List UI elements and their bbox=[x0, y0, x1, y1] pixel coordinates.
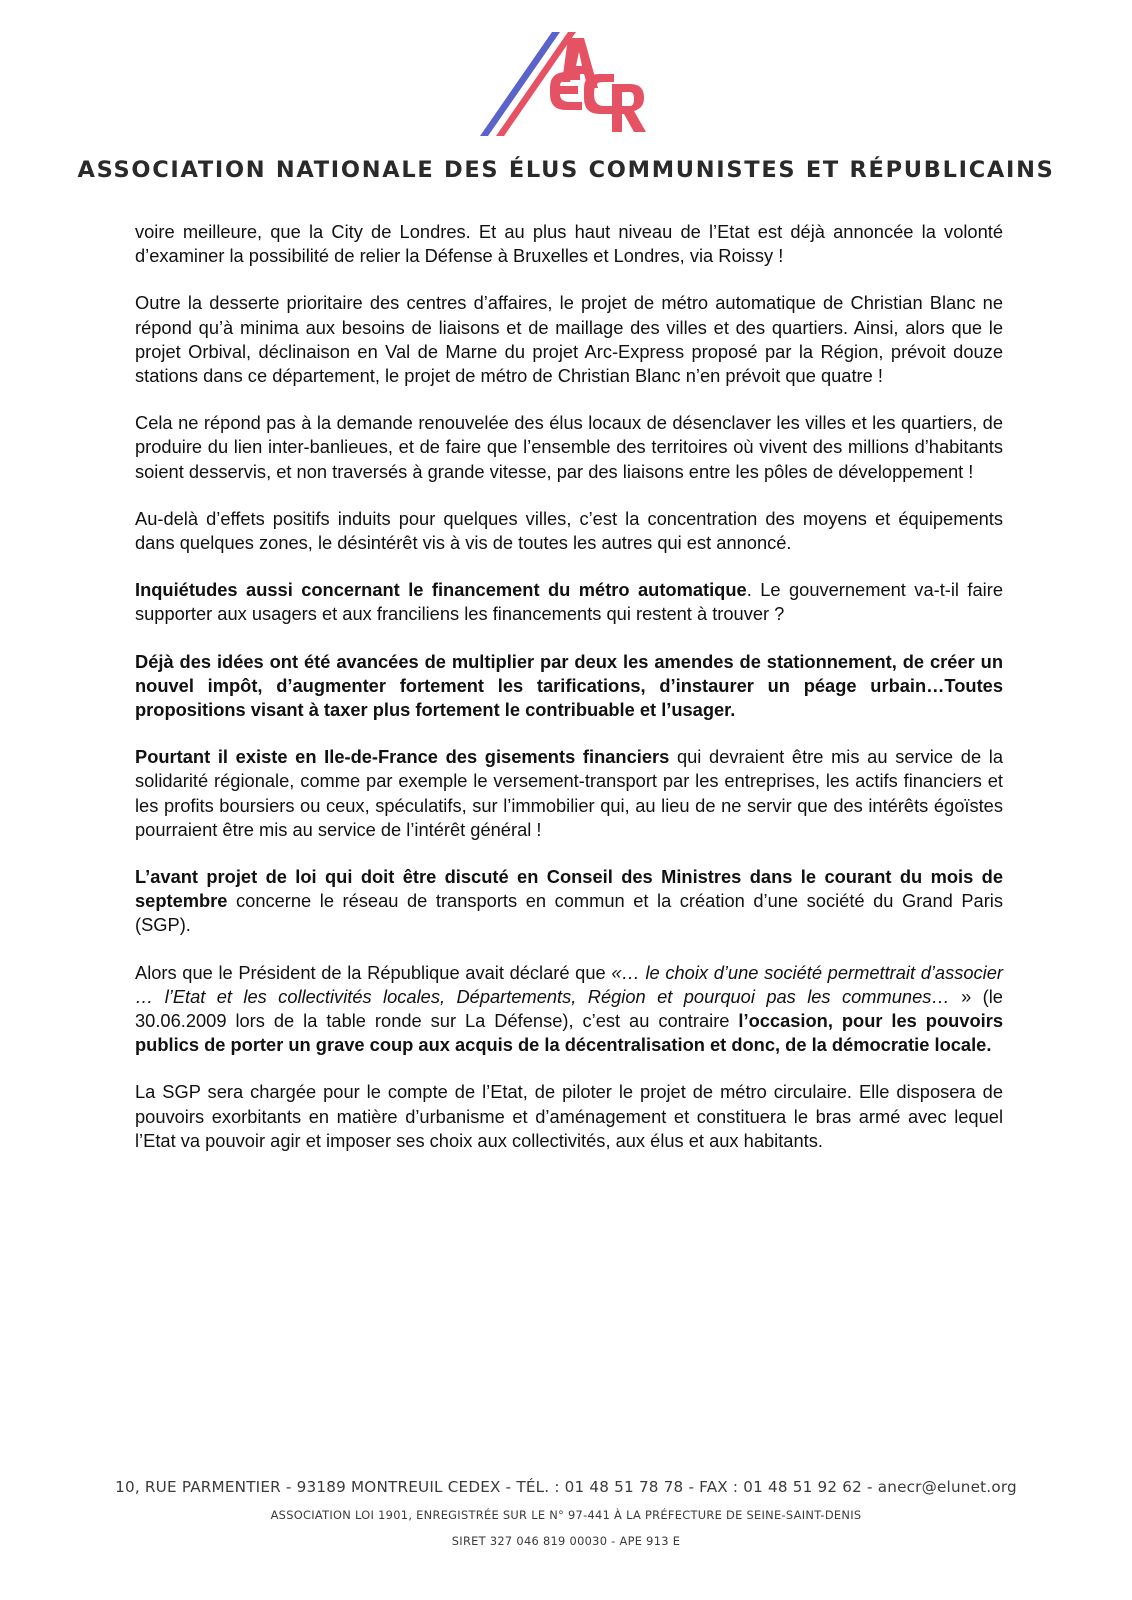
paragraph-2: Outre la desserte prioritaire des centres d’affaires, le projet de métro automatique de Christian Blanc ne répond qu’à minima aux besoins de liaisons et de maillage des villes et des quartiers. Ainsi, alors que le projet Orbival, déclinaison en Val de Marne du projet Arc-Express proposé par la Région, prévoit douze stations dans ce département, le projet de métro de Christian Blanc n’en prévoit que quatre ! bbox=[135, 292, 1003, 387]
letter-body bbox=[135, 220, 1003, 1176]
paragraph-8 bbox=[135, 865, 1003, 938]
footer-address: 10, RUE PARMENTIER - 93189 MONTREUIL CEDEX - TÉL. : 01 48 51 78 78 - FAX : 01 48 51 92 62 - anecr@elunet.org bbox=[115, 1478, 1017, 1496]
paragraph-5-emphasis: Inquiétudes aussi concernant le financement du métro automatique bbox=[135, 579, 747, 601]
paragraph-8-text: concerne le réseau de transports en commun et la création d’une société du Grand Paris (SGP). bbox=[135, 890, 1003, 936]
paragraph-5-text: . Le gouvernement va-t-il faire supporter aux usagers et aux franciliens les financements qui restent à trouver ? bbox=[135, 579, 1003, 625]
paragraph-4: Au-delà d’effets positifs induits pour quelques villes, c’est la concentration des moyens et équipements dans quelques zones, le désintérêt vis à vis de toutes les autres qui est annoncé. bbox=[135, 507, 1003, 554]
footer-registration: ASSOCIATION LOI 1901, ENREGISTRÉE SUR LE N° 97-441 À LA PRÉFECTURE DE SEINE-SAINT-DENIS bbox=[270, 1508, 862, 1522]
paragraph-6: Déjà des idées ont été avancées de multiplier par deux les amendes de stationnement, de créer un nouvel impôt, d’augmenter fortement les tarifications, d’instaurer un péage urbain…Toutes propositions visant à taxer plus fortement le contribuable et l’usager. bbox=[135, 650, 1003, 721]
paragraph-9-middle: » (le 30.06.2009 lors de la table ronde sur La Défense), c’est au contraire bbox=[135, 985, 1003, 1032]
paragraph-9-emphasis: l’occasion, pour les pouvoirs publics de porter un grave coup aux acquis de la décentralisation et donc, de la démocratie locale. bbox=[135, 1010, 1003, 1056]
paragraph-7 bbox=[135, 745, 1003, 842]
organization-name: ASSOCIATION NATIONALE DES ÉLUS COMMUNISTES ET RÉPUBLICAINS bbox=[77, 157, 1055, 183]
paragraph-9-quote: «… le choix d’une société permettrait d’associer … l’Etat et les collectivités locales, Départements, Région et pourquoi pas les communes… bbox=[135, 961, 1004, 1007]
paragraph-9 bbox=[135, 961, 1003, 1058]
paragraph-5 bbox=[135, 578, 1003, 626]
anecr-logo bbox=[480, 28, 660, 146]
paragraph-7-emphasis: Pourtant il existe en Ile-de-France des gisements financiers bbox=[135, 746, 670, 768]
letterhead bbox=[0, 0, 1132, 200]
paragraph-10: La SGP sera chargée pour le compte de l’Etat, de piloter le projet de métro circulaire. Elle disposera de pouvoirs exorbitants en matière d’urbanisme et d’aménagement et constituera le bras armé avec lequel l’Etat va pouvoir agir et imposer ses choix aux collectivités, aux élus et aux habitants. bbox=[135, 1081, 1003, 1151]
paragraph-3: Cela ne répond pas à la demande renouvelée des élus locaux de désenclaver les villes et les quartiers, de produire du lien inter-banlieues, et de faire que l’ensemble des territoires où vivent des millions d’habitants soient desservis, et non traversés à grande vitesse, par des liaisons entre les pôles de développement ! bbox=[135, 412, 1003, 482]
paragraph-1: voire meilleure, que la City de Londres. Et au plus haut niveau de l’Etat est déjà annoncée la volonté d’examiner la possibilité de relier la Défense à Bruxelles et Londres, via Roissy ! bbox=[135, 221, 1003, 267]
paragraph-9-start: Alors que le Président de la République avait déclaré que bbox=[135, 961, 612, 983]
letterhead-footer bbox=[0, 1478, 1132, 1548]
footer-siret: SIRET 327 046 819 00030 - APE 913 E bbox=[451, 1534, 681, 1548]
paragraph-8-emphasis: L’avant projet de loi qui doit être discuté en Conseil des Ministres dans le courant du mois de septembre bbox=[135, 866, 1003, 912]
paragraph-7-text: qui devraient être mis au service de la solidarité régionale, comme par exemple le versement-transport par les entreprises, les actifs financiers et les profits boursiers ou ceux, spéculatifs, sur l’immobilier qui, au lieu de ne servir que des intérêts égoïstes pourraient être mis au service de l’intérêt général ! bbox=[135, 746, 1004, 840]
